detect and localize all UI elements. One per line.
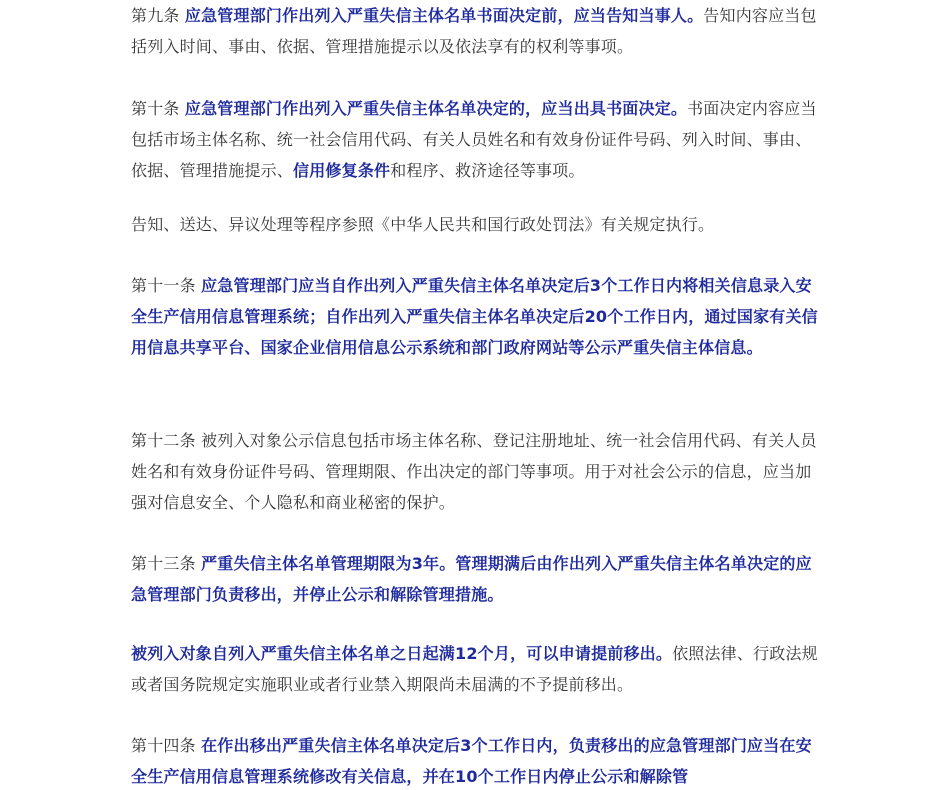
emphasized-text: 信用修复条件 — [293, 161, 391, 180]
article-paragraph-art10b — [131, 209, 819, 240]
body-text: 和程序、救济途径等事项。 — [390, 161, 585, 180]
body-text: 告知内容应当包括列入时间、事由、依据、管理措施提示以及依法享有的权利等事项。 — [131, 6, 817, 56]
body-text: 依照法律、行政法规或者国务院规定实施职业或者行业禁入期限尚未届满的不予提前移出。 — [131, 644, 818, 694]
article-paragraph-art11 — [131, 270, 819, 363]
body-text: 书面决定内容应当包括市场主体名称、统一社会信用代码、有关人员姓名和有效身份证件号码、列入时间、事由、依据、管理措施提示、 — [131, 99, 817, 180]
emphasized-text: 应急管理部门应当自作出列入严重失信主体名单决定后3个工作日内将相关信息录入安全生产信用信息管理系统；自作出列入严重失信主体名单决定后20个工作日内，通过国家有关信用信息共享平台、国家企业信用信息公示系统和部门政府网站等公示严重失信主体信息。 — [131, 276, 818, 357]
emphasized-text: 在作出移出严重失信主体名单决定后3个工作日内，负责移出的应急管理部门应当在安全生产信用信息管理系统修改有关信息，并在10个工作日内停止公示和解除管 — [131, 736, 812, 786]
article-paragraph-art12 — [131, 425, 819, 518]
article-paragraph-art10 — [131, 93, 819, 186]
body-text: 第十条 — [131, 99, 185, 118]
article-paragraph-art13b — [131, 638, 819, 700]
emphasized-text: 应急管理部门作出列入严重失信主体名单决定的，应当出具书面决定。 — [184, 99, 688, 118]
body-text: 第九条 — [131, 6, 185, 25]
body-text: 告知、送达、异议处理等程序参照《中华人民共和国行政处罚法》有关规定执行。 — [131, 215, 715, 234]
emphasized-text: 应急管理部门作出列入严重失信主体名单书面决定前，应当告知当事人。 — [184, 6, 704, 25]
emphasized-text: 严重失信主体名单管理期限为3年。管理期满后由作出列入严重失信主体名单决定的应急管理部门负责移出，并停止公示和解除管理措施。 — [131, 554, 812, 604]
body-text: 第十四条 — [131, 736, 202, 755]
article-paragraph-art9 — [131, 0, 819, 62]
body-text: 第十三条 — [131, 554, 202, 573]
emphasized-text: 被列入对象自列入严重失信主体名单之日起满12个月，可以申请提前移出。 — [131, 644, 673, 663]
body-text: 第十二条 被列入对象公示信息包括市场主体名称、登记注册地址、统一社会信用代码、有关人员姓名和有效身份证件号码、管理期限、作出决定的部门等事项。用于对社会公示的信息，应当加强对信息安全、个人隐私和商业秘密的保护。 — [131, 431, 817, 512]
article-paragraph-art14 — [131, 730, 819, 790]
article-paragraph-art13 — [131, 548, 819, 610]
body-text: 第十一条 — [131, 276, 202, 295]
